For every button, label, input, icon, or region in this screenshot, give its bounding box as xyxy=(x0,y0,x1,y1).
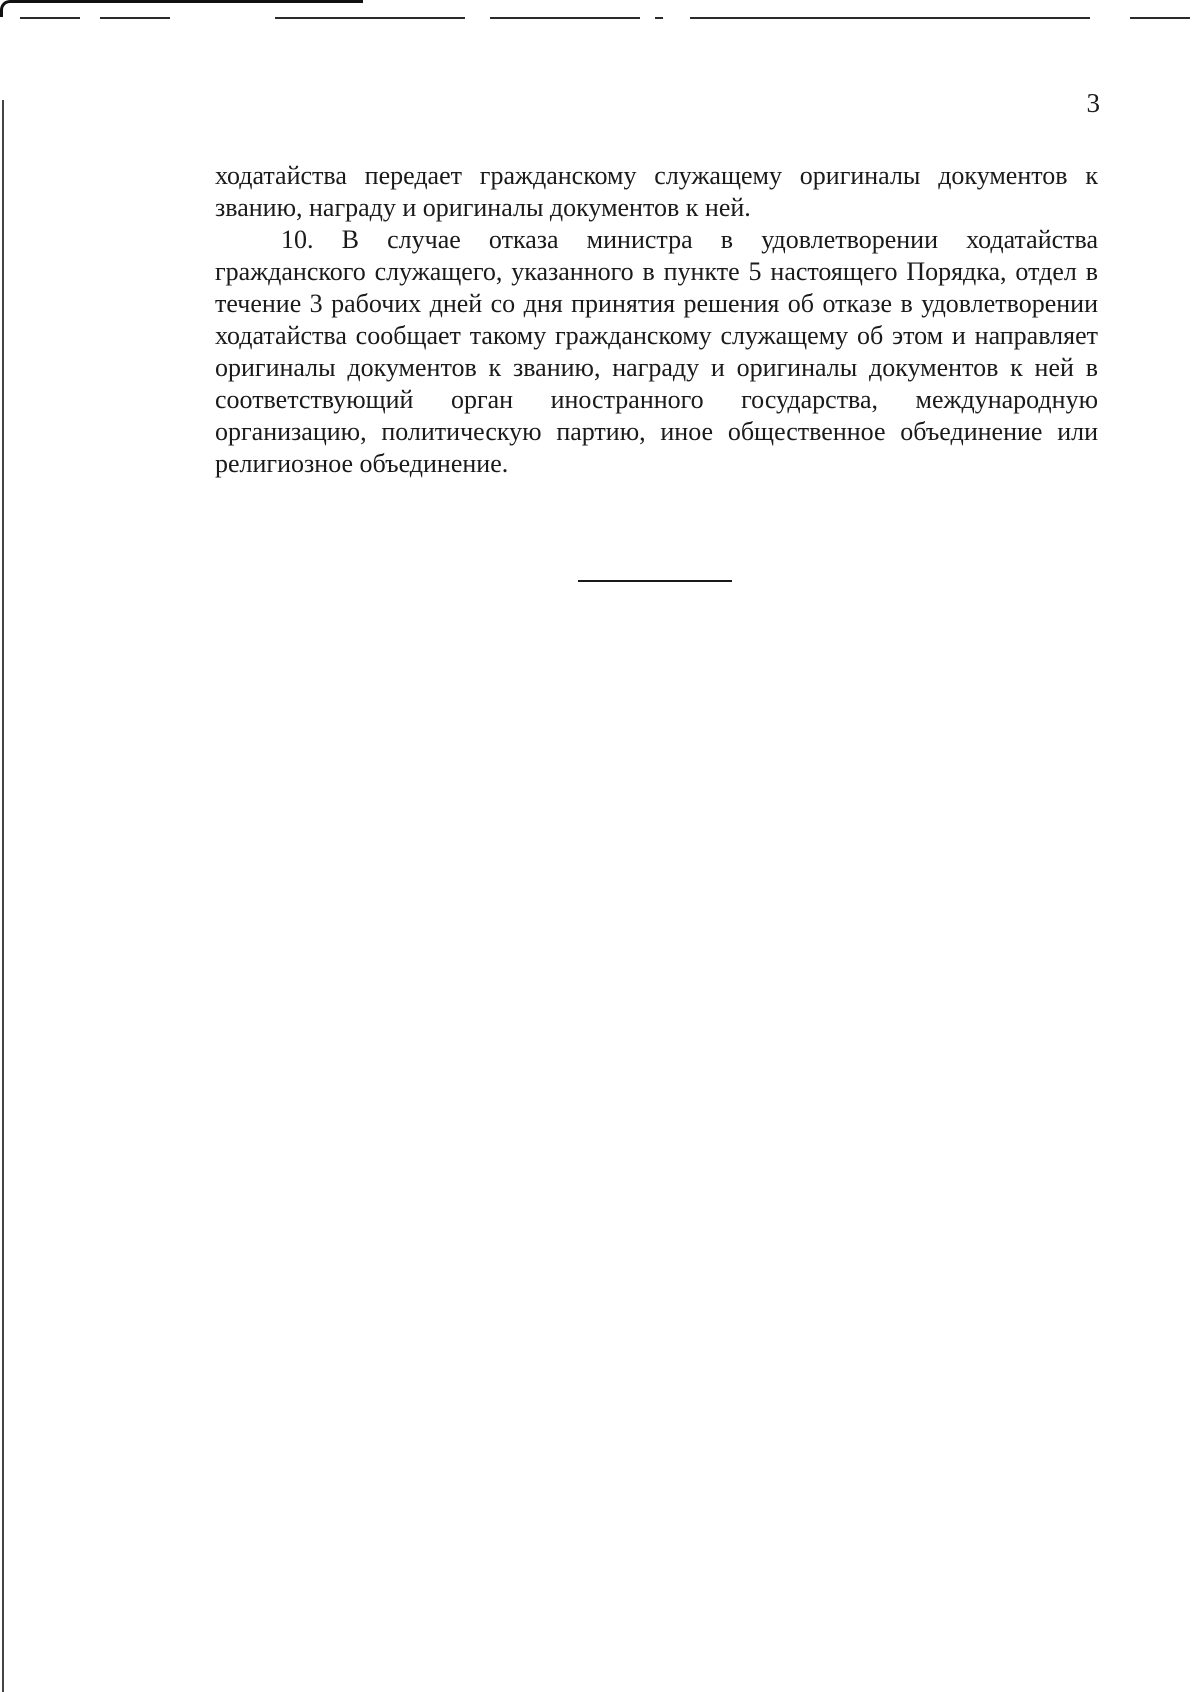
document-body xyxy=(215,160,1098,480)
paragraph-item-10: 10. В случае отказа министра в удовлетворении ходатайства гражданского служащего, указанного в пункте 5 настоящего Порядка, отдел в течение 3 рабочих дней со дня принятия решения об отказе в удовлетворении ходатайства сообщает такому гражданскому служащему об этом и направляет оригиналы документов к званию, награду и оригиналы документов к ней в соответствующий орган иностранного государства, международную организацию, политическую партию, иное общественное объединение или религиозное объединение. xyxy=(215,225,1098,478)
scan-edge-left xyxy=(2,100,4,1692)
end-of-document-rule xyxy=(578,580,732,582)
scan-edge-top xyxy=(0,17,1200,21)
scan-edge-corner xyxy=(0,0,363,17)
paragraph-continuation: ходатайства передает гражданскому служащему оригиналы документов к званию, награду и оригиналы документов к ней. xyxy=(215,161,1098,222)
page-number: 3 xyxy=(1086,88,1100,118)
